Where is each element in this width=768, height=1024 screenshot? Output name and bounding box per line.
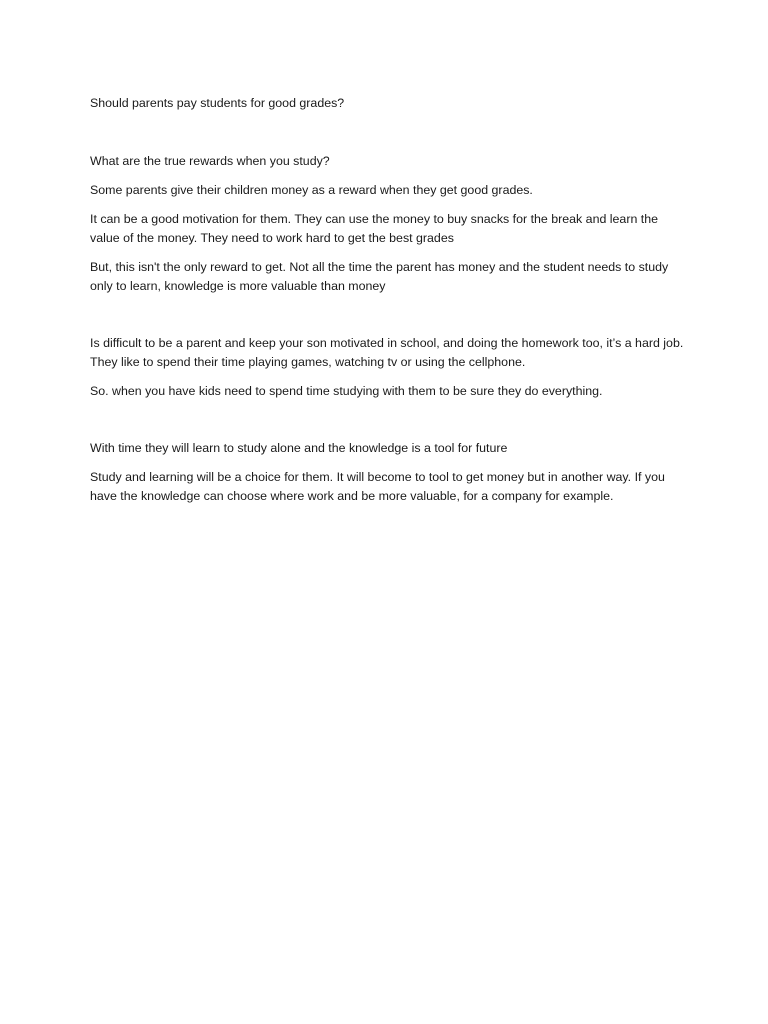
paragraph: What are the true rewards when you study? [90,154,330,168]
spacer [90,401,686,439]
spacer [90,458,686,468]
document-title: Should parents pay students for good grades? [90,96,345,110]
paragraph: So. when you have kids need to spend time studying with them to be sure they do everything. [90,384,603,398]
paragraph: Some parents give their children money as a reward when they get good grades. [90,183,533,197]
paragraph: But, this isn't the only reward to get. Not all the time the parent has money and the student needs to study only to learn, knowledge is more valuable than money [90,260,669,293]
spacer [90,113,686,152]
spacer [90,296,686,334]
spacer [90,171,686,181]
spacer [90,248,686,258]
paragraph: Study and learning will be a choice for them. It will become to tool to get money but in another way. If you have the knowledge can choose where work and be more valuable, for a company for example. [90,470,665,503]
paragraph: Is difficult to be a parent and keep your son motivated in school, and doing the homework too, it’s a hard job. They like to spend their time playing games, watching tv or using the cellphone. [90,336,684,369]
spacer [90,372,686,382]
paragraph: It can be a good motivation for them. They can use the money to buy snacks for the break and learn the value of the money. They need to work hard to get the best grades [90,212,659,245]
spacer [90,200,686,210]
document-body [90,94,686,506]
paragraph: With time they will learn to study alone and the knowledge is a tool for future [90,441,508,455]
